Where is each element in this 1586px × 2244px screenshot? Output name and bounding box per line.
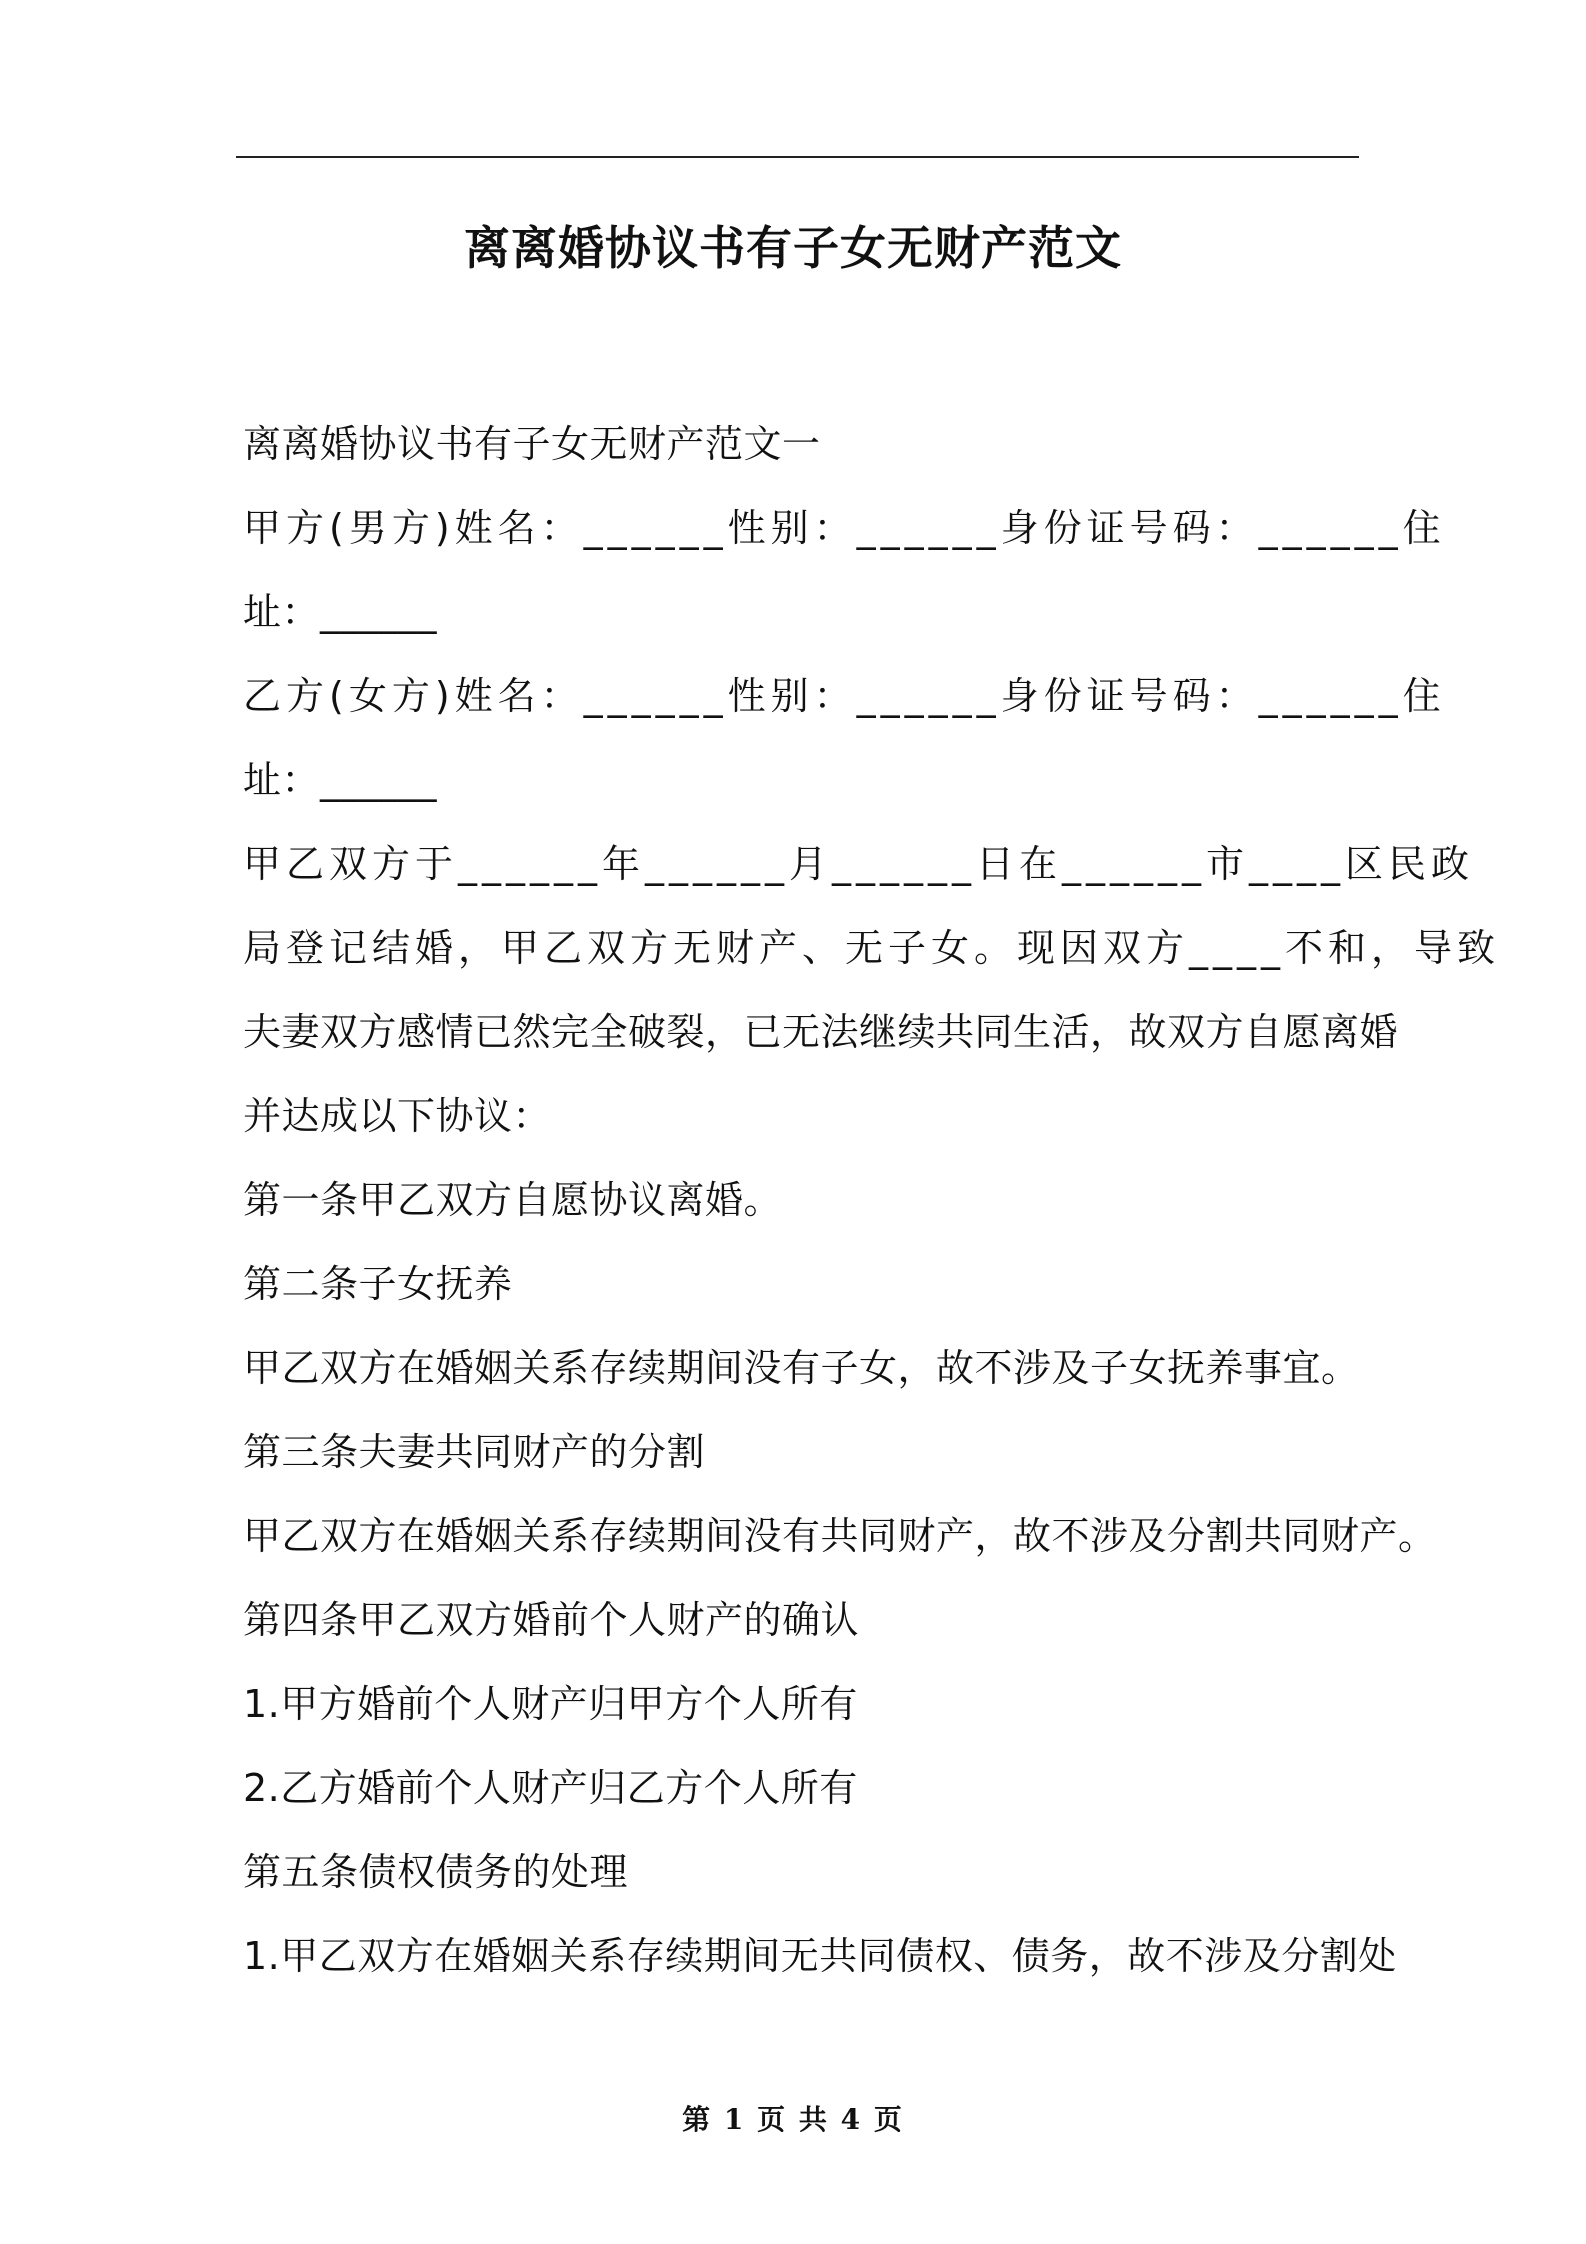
- body-line-article-4-heading: 第四条甲乙双方婚前个人财产的确认: [243, 1598, 860, 1642]
- body-line-marriage-status: 局登记结婚，甲乙双方无财产、无子女。现因双方____不和，导致: [243, 926, 1501, 970]
- body-line-article-4-item-2: 2.乙方婚前个人财产归乙方个人所有: [243, 1766, 858, 1810]
- body-line-marriage-registration: 甲乙双方于______年______月______日在______市____区民政: [243, 842, 1475, 886]
- body-line-article-2-heading: 第二条子女抚养: [243, 1262, 513, 1306]
- body-line-party-a-address: 址：______: [243, 590, 438, 634]
- document-body: [243, 402, 1501, 1998]
- body-line-article-4-item-1: 1.甲方婚前个人财产归甲方个人所有: [243, 1682, 858, 1726]
- body-line-party-b-address: 址：______: [243, 758, 438, 802]
- document-title: 离离婚协议书有子女无财产范文: [464, 221, 1122, 275]
- body-line-party-a: 甲方(男方)姓名：______性别：______身份证号码：______住: [243, 506, 1446, 550]
- body-line-article-3-text: 甲乙双方在婚姻关系存续期间没有共同财产，故不涉及分割共同财产。: [243, 1514, 1437, 1558]
- body-line-subtitle: 离离婚协议书有子女无财产范文一: [243, 422, 821, 466]
- body-line-article-5-heading: 第五条债权债务的处理: [243, 1850, 629, 1894]
- body-line-article-5-item-1: 1.甲乙双方在婚姻关系存续期间无共同债权、债务，故不涉及分割处: [243, 1934, 1397, 1978]
- body-line-article-1: 第一条甲乙双方自愿协议离婚。: [243, 1178, 783, 1222]
- body-line-relationship-breakdown: 夫妻双方感情已然完全破裂，已无法继续共同生活，故双方自愿离婚: [243, 1010, 1399, 1054]
- body-line-party-b: 乙方(女方)姓名：______性别：______身份证号码：______住: [243, 674, 1446, 718]
- header-rule: [236, 156, 1359, 158]
- page-number-footer: 第 1 页 共 4 页: [682, 2103, 904, 2136]
- body-line-article-3-heading: 第三条夫妻共同财产的分割: [243, 1430, 706, 1474]
- body-line-article-2-text: 甲乙双方在婚姻关系存续期间没有子女，故不涉及子女抚养事宜。: [243, 1346, 1360, 1390]
- body-line-agreement-intro: 并达成以下协议：: [243, 1094, 552, 1138]
